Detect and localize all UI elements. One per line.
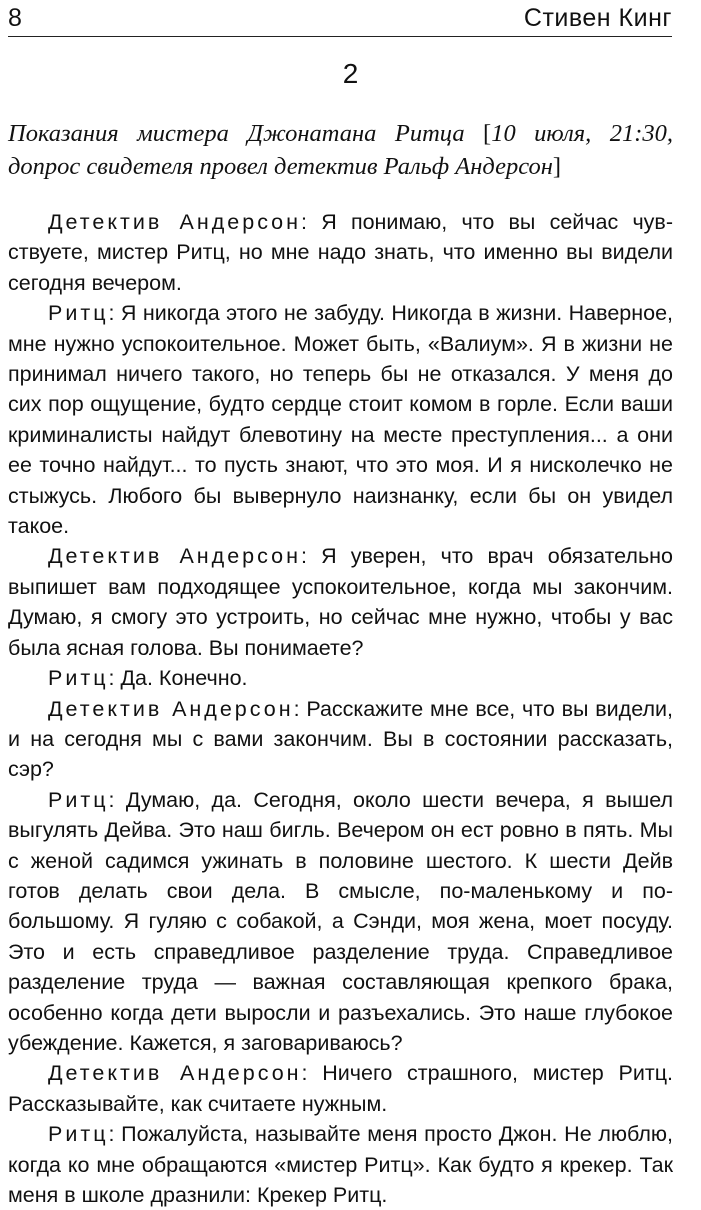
paragraph-text: : Думаю, да. Сегодня, около шести вечера, я вышел выгулять Дейва. Это наш бигль. Вечером он ест ровно в пять. Мы с женой садимся ужинать в половине шестого. К шести Дейв готов делать свои дела. В смысле, по-маленькому и по-большому. Я гуляю с собакой, а Сэнди, моя жена, моет посуду. Это и есть справедливое разделение труда. Справедливое разделение труда — важная составляющая крепкого брака, особенно когда дети выросли и разъехались. Это наше глубокое убеждение. Кажется, я заговариваюсь? <box>8 787 673 1055</box>
paragraph <box>8 207 673 298</box>
paragraph <box>8 541 673 663</box>
paragraph-text: : Я уверен, что врач обязательно выпишет вам подходящее успокоительное, когда мы закончим. Думаю, я смогу это устроить, но сейчас мне нужно, чтобы у вас была ясная голова. Вы понимаете? <box>8 544 674 660</box>
bracket-open: [ <box>464 120 492 147</box>
chapter-number: 2 <box>342 58 359 89</box>
paragraph-text: : Я никогда этого не забуду. Никогда в жизни. Наверное, мне нужно успокоительное. Может быть, «Валиум». Я в жизни не принимал ничего такого, но теперь бы не отказался. У меня до сих пор ощущение, будто сердце стоит комом в горле. Если ваши криминалисты найдут блевотину на месте преступления... а они ее точно найдут... то пусть знают, что это моя. И я нисколечко не стыжусь. Любого бы вывернуло наизнанку, если бы он увидел такое. <box>8 301 673 539</box>
paragraph <box>8 785 673 1059</box>
bracket-close: ] <box>552 153 562 180</box>
speaker-name: Ритц <box>48 666 109 691</box>
running-header <box>8 0 672 37</box>
running-head-author: Стивен Кинг <box>523 4 672 32</box>
testimony-heading <box>8 117 673 183</box>
testimony-meta: 10 июля, 21:30, допрос свидетеля провел детектив Ральф Андерсон <box>8 120 673 180</box>
paragraph-text: : Пожалуйста, называйте меня просто Джон. Не люблю, когда ко мне обращаются «мистер Ритц». Как будто я крекер. Так меня в школе дразнили: Крекер Ритц. <box>8 1122 673 1207</box>
paragraph-text: : Расскажите мне все, что вы видели, и на сегодня мы с вами закончим. Вы в состоянии рассказать, сэр? <box>8 696 673 782</box>
paragraph-text: : Я понимаю, что вы сейчас чувствуете, мистер Ритц, но мне надо знать, что именно вы видели сегодня вечером. <box>8 210 673 295</box>
speaker-name: Детектив Андерсон <box>48 1061 302 1086</box>
paragraph <box>8 694 673 785</box>
speaker-name: Ритц <box>48 787 109 812</box>
paragraph <box>8 298 673 541</box>
speaker-name: Ритц <box>48 1122 109 1147</box>
testimony-title: Показания мистера Джонатана Ритца <box>8 120 465 147</box>
speaker-name: Детектив Андерсон <box>48 210 302 234</box>
speaker-name: Детектив Андерсон <box>48 544 301 569</box>
paragraph <box>8 663 673 693</box>
paragraph <box>8 1119 673 1210</box>
paragraph <box>8 1058 673 1119</box>
transcript-body <box>8 207 673 1210</box>
page-number: 8 <box>8 4 22 32</box>
speaker-name: Ритц <box>48 301 109 326</box>
paragraph-text: : Ничего страшного, мистер Ритц. Рассказывайте, как считаете нужным. <box>8 1061 673 1116</box>
paragraph-text: : Да. Конечно. <box>108 666 248 691</box>
speaker-name: Детектив Андерсон <box>48 696 294 721</box>
